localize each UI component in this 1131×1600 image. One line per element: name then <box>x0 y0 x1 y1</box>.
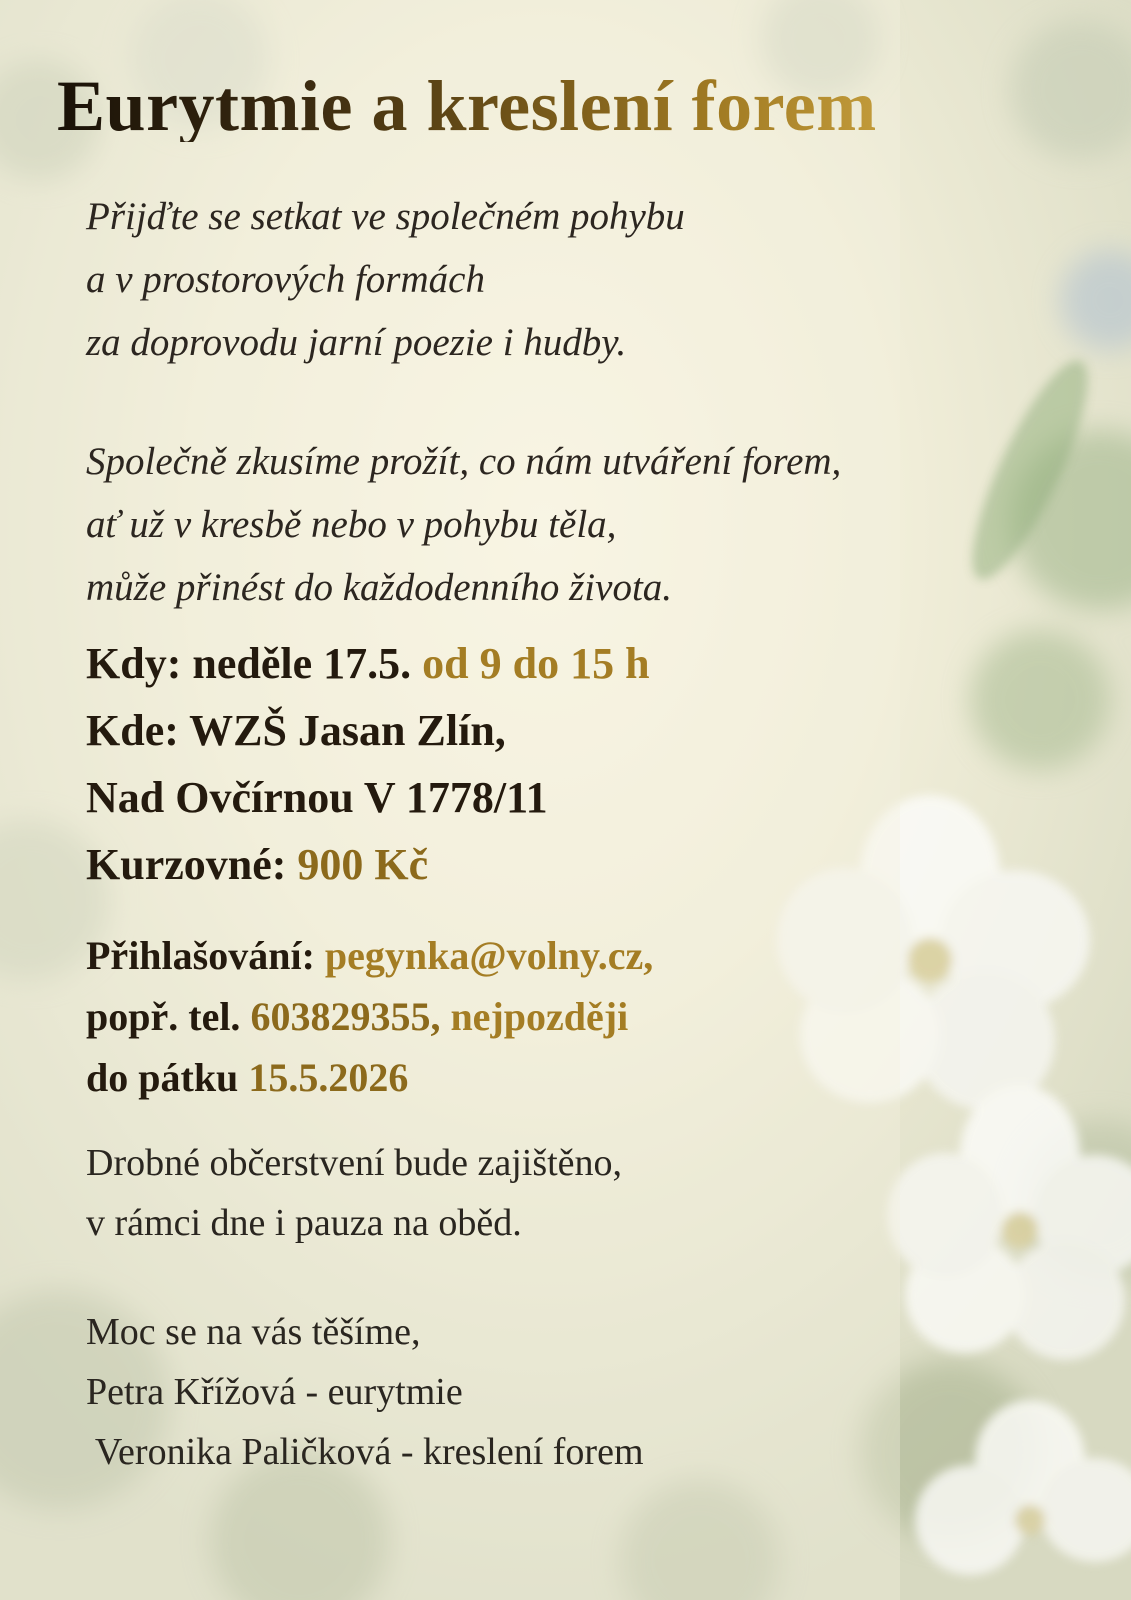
registration-row <box>86 925 653 986</box>
intro-paragraph-2 <box>86 430 841 619</box>
registration-email[interactable]: pegynka@volny.cz, <box>324 933 654 978</box>
phone-number[interactable]: 603829355, <box>250 994 441 1039</box>
where-street: Nad Ovčírnou V 1778/11 <box>86 773 548 822</box>
refreshments-line: v rámci dne i pauza na oběd. <box>86 1202 522 1244</box>
when-day: neděle 17.5. <box>192 639 412 688</box>
page-title: Eurytmie a kreslení forem <box>57 66 877 146</box>
phone-label: popř. tel. <box>86 994 241 1039</box>
intro-line: ať už v kresbě nebo v pohybu těla, <box>86 503 617 546</box>
intro-paragraph-1 <box>86 185 685 374</box>
refreshments-note <box>86 1133 622 1253</box>
deadline-date: 15.5.2026 <box>248 1055 409 1100</box>
deadline-label: do pátku <box>86 1055 239 1100</box>
intro-line: může přinést do každodenního života. <box>86 566 673 609</box>
closing-line: Veronika Paličková - kreslení forem <box>86 1431 644 1473</box>
closing-signature <box>86 1302 644 1482</box>
registration-block <box>86 925 653 1108</box>
deadline-row <box>86 1047 653 1108</box>
fee-value: 900 Kč <box>297 840 429 889</box>
when-label: Kdy: <box>86 639 182 688</box>
refreshments-line: Drobné občerstvení bude zajištěno, <box>86 1142 623 1184</box>
intro-line: za doprovodu jarní poezie i hudby. <box>86 321 627 364</box>
where-row <box>86 697 650 764</box>
intro-line: a v prostorových formách <box>86 258 485 301</box>
phone-row <box>86 986 653 1047</box>
when-time: od 9 do 15 h <box>422 639 650 688</box>
intro-line: Přijďte se setkat ve společném pohybu <box>86 195 685 238</box>
fee-label: Kurzovné: <box>86 840 287 889</box>
closing-line: Moc se na vás těšíme, <box>86 1311 421 1353</box>
where-address <box>86 764 650 831</box>
registration-label: Přihlašování: <box>86 933 315 978</box>
closing-line: Petra Křížová - eurytmie <box>86 1371 463 1413</box>
where-school: WZŠ Jasan Zlín, <box>189 706 506 755</box>
event-details <box>86 630 650 898</box>
where-label: Kde: <box>86 706 179 755</box>
deadline-word: nejpozději <box>450 994 629 1039</box>
when-row <box>86 630 650 697</box>
fee-row <box>86 831 650 898</box>
intro-line: Společně zkusíme prožít, co nám utváření forem, <box>86 440 842 483</box>
